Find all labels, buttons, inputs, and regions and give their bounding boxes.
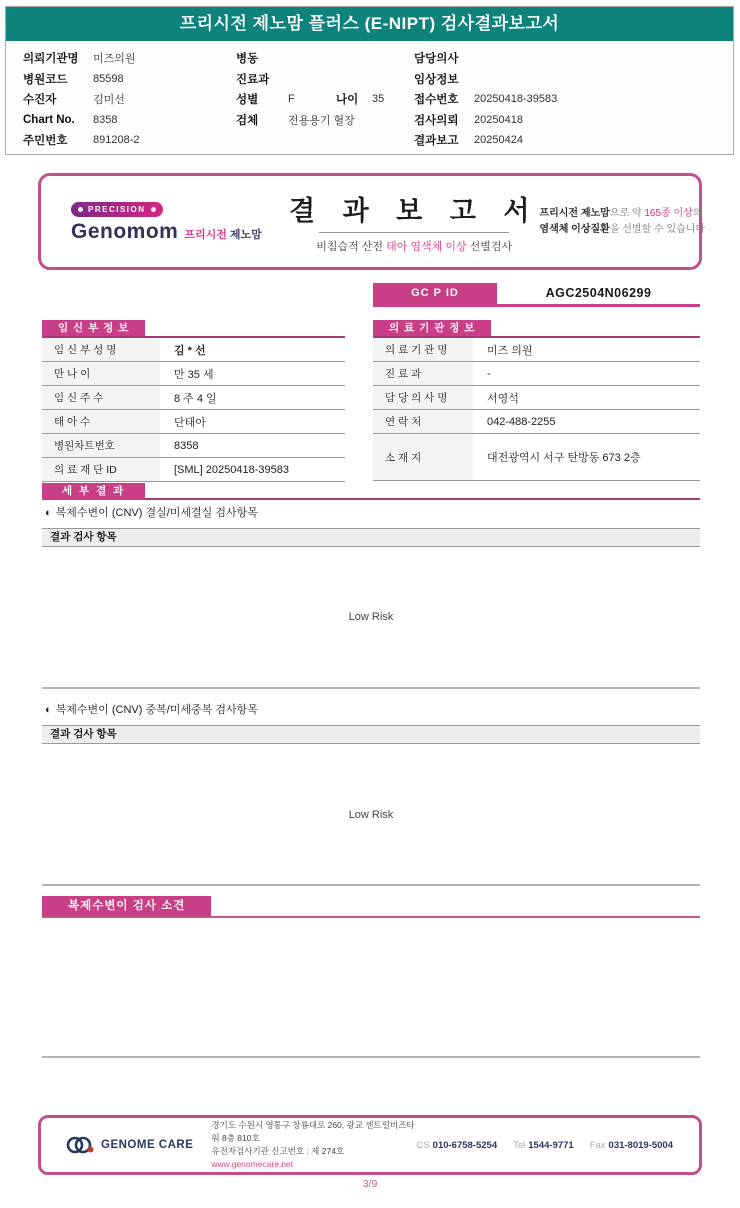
field-label: 검사의뢰 xyxy=(414,114,459,127)
logo-sub-dark: 제노맘 xyxy=(229,229,262,241)
result-low-risk: Low Risk xyxy=(348,809,394,821)
table-row: 만 나 이 만 35 세 xyxy=(42,362,345,386)
field-label: 나이 xyxy=(336,94,359,107)
genome-care-wordmark: GENOME CARE xyxy=(101,1139,194,1151)
gcp-id-label: GC P ID xyxy=(373,283,497,304)
field-label: 진료과 xyxy=(236,73,270,86)
gcp-id-bar xyxy=(373,283,700,307)
field-label: 병동 xyxy=(236,53,259,66)
clinic-info-tab: 의 료 기 관 정 보 xyxy=(373,320,491,336)
order-row xyxy=(414,89,557,110)
order-row xyxy=(23,130,140,151)
field-label: Chart No. xyxy=(23,113,75,126)
field-value: 891208-2 xyxy=(93,134,140,147)
field-value: 김미선 xyxy=(93,94,125,107)
field-value: 8358 xyxy=(93,113,118,126)
brand-logo-block xyxy=(41,199,289,244)
order-col-2 xyxy=(236,48,384,130)
cs-contact: CS 010-6758-5254 xyxy=(416,1139,498,1151)
table-row: 담 당 의 사 명 서영석 xyxy=(373,386,700,410)
table-row: 병원차트번호 8358 xyxy=(42,434,345,458)
table-row: 의 료 기 관 명 미즈 의원 xyxy=(373,338,700,362)
gcp-id-value: AGC2504N06299 xyxy=(497,283,700,304)
tagline-line1: 프리시전 제노맘으로 약 165종 이상의 xyxy=(539,207,703,219)
order-row xyxy=(414,69,557,90)
brand-header-box xyxy=(38,173,706,270)
order-row xyxy=(236,69,384,90)
brand-tagline xyxy=(539,206,735,238)
mother-info-table xyxy=(42,318,345,482)
order-row xyxy=(414,110,557,131)
badge-dot-icon xyxy=(151,207,156,212)
order-info-grid xyxy=(6,41,733,154)
genome-care-logo xyxy=(65,1134,193,1156)
badge-label: PRECISION xyxy=(88,205,146,214)
order-row xyxy=(23,69,140,90)
title-underline xyxy=(319,232,509,233)
result-low-risk: Low Risk xyxy=(348,611,394,623)
cnv-opinion-tab: 복제수변이 검사 소견 xyxy=(42,896,211,916)
result-items-bar: 결과 검사 항목 xyxy=(42,725,700,744)
result-items-bar: 결과 검사 항목 xyxy=(42,528,700,547)
section-divider xyxy=(42,884,700,886)
field-value: 미즈의원 xyxy=(93,53,136,66)
footer-box xyxy=(38,1115,702,1175)
cnv-deletion-heading: ◐ 복제수변이 (CNV) 결실/미세결실 검사항목 xyxy=(45,507,258,519)
table-header-row xyxy=(42,318,345,338)
gc-mark-icon xyxy=(65,1134,95,1156)
table-row: 임 신 주 수 8 주 4 일 xyxy=(42,386,345,410)
order-row xyxy=(236,48,384,69)
section-divider xyxy=(42,1056,700,1058)
order-row xyxy=(236,110,384,131)
footer-contacts xyxy=(416,1140,673,1151)
order-row xyxy=(236,89,384,110)
table-row: 연 락 처 042-488-2255 xyxy=(373,410,700,434)
cnv-duplication-heading: ◐ 복제수변이 (CNV) 중복/미세중복 검사항목 xyxy=(45,704,258,716)
page-number: 3/9 xyxy=(362,1178,378,1190)
field-label: 주민번호 xyxy=(23,135,68,148)
detail-result-header xyxy=(42,481,700,500)
field-label: 성별 xyxy=(236,94,259,107)
field-label: 임상정보 xyxy=(414,73,459,86)
genomom-logo xyxy=(71,220,289,244)
field-value: F xyxy=(288,93,295,106)
field-label: 병원코드 xyxy=(23,73,68,86)
order-col-3 xyxy=(414,48,557,151)
badge-dot-icon xyxy=(78,207,83,212)
field-label: 의뢰기관명 xyxy=(23,53,79,66)
table-row: 소 재 지 대전광역시 서구 탄방동 673 2층 xyxy=(373,434,700,481)
order-row xyxy=(23,48,140,69)
field-label: 결과보고 xyxy=(414,135,459,148)
field-label: 수진자 xyxy=(23,94,57,107)
mother-info-tab: 임 신 부 정 보 xyxy=(42,320,145,336)
half-circle-bullet-icon: ◐ xyxy=(45,704,52,716)
table-row: 의 료 재 단 ID [SML] 20250418-39583 xyxy=(42,458,345,482)
field-value: 85598 xyxy=(93,72,124,85)
tagline-line2: 염색체 이상질환을 선별할 수 있습니다 xyxy=(539,223,706,235)
field-value: 20250418-39583 xyxy=(474,93,558,106)
tel-contact: Tel 1544-9771 xyxy=(513,1139,574,1151)
registration-line: 유전자검사기관 신고번호 : 제 274호 xyxy=(211,1146,345,1156)
field-value: 전용용기 혈장 xyxy=(288,114,355,127)
table-header-row xyxy=(373,318,700,338)
website-link[interactable]: www.genomecare.net xyxy=(211,1159,294,1170)
table-row: 태 아 수 단태아 xyxy=(42,410,345,434)
report-main-title: 결 과 보 고 서 xyxy=(289,196,540,226)
order-info-panel xyxy=(5,6,734,155)
field-label: 접수번호 xyxy=(414,94,459,107)
order-col-1 xyxy=(23,48,140,151)
order-row xyxy=(23,89,140,110)
precision-badge xyxy=(71,202,163,217)
order-row xyxy=(23,110,140,131)
clinic-info-table xyxy=(373,318,700,481)
order-row xyxy=(414,48,557,69)
half-circle-bullet-icon: ◐ xyxy=(45,507,52,519)
table-row: 임 신 부 성 명 김 * 선 xyxy=(42,338,345,362)
table-row: 진 료 과 - xyxy=(373,362,700,386)
logo-sub-pink: 프리시전 xyxy=(184,229,227,241)
fax-contact: Fax 031-8019-5004 xyxy=(589,1139,673,1151)
cnv-opinion-header xyxy=(42,896,700,918)
field-label: 담당의사 xyxy=(414,53,459,66)
section-divider xyxy=(42,687,700,689)
order-row xyxy=(414,130,557,151)
detail-result-tab: 세 부 결 과 xyxy=(42,483,145,500)
report-title-block xyxy=(289,189,539,254)
field-label: 검체 xyxy=(236,114,259,127)
field-value: 20250424 xyxy=(474,134,523,147)
field-value: 35 xyxy=(372,93,385,106)
report-subtitle: 비침습적 산전 태아 염색체 이상 선별검사 xyxy=(316,241,513,253)
footer-address xyxy=(211,1119,416,1172)
report-title-bar: 프리시전 제노맘 플러스 (E-NIPT) 검사결과보고서 xyxy=(6,7,733,41)
address-line: 경기도 수원시 영통구 창룡대로 260, 광교 센트럴비즈타워 8층 810호 xyxy=(211,1119,415,1143)
field-value: 20250418 xyxy=(474,113,523,126)
genomom-wordmark: Genomom xyxy=(71,220,179,243)
